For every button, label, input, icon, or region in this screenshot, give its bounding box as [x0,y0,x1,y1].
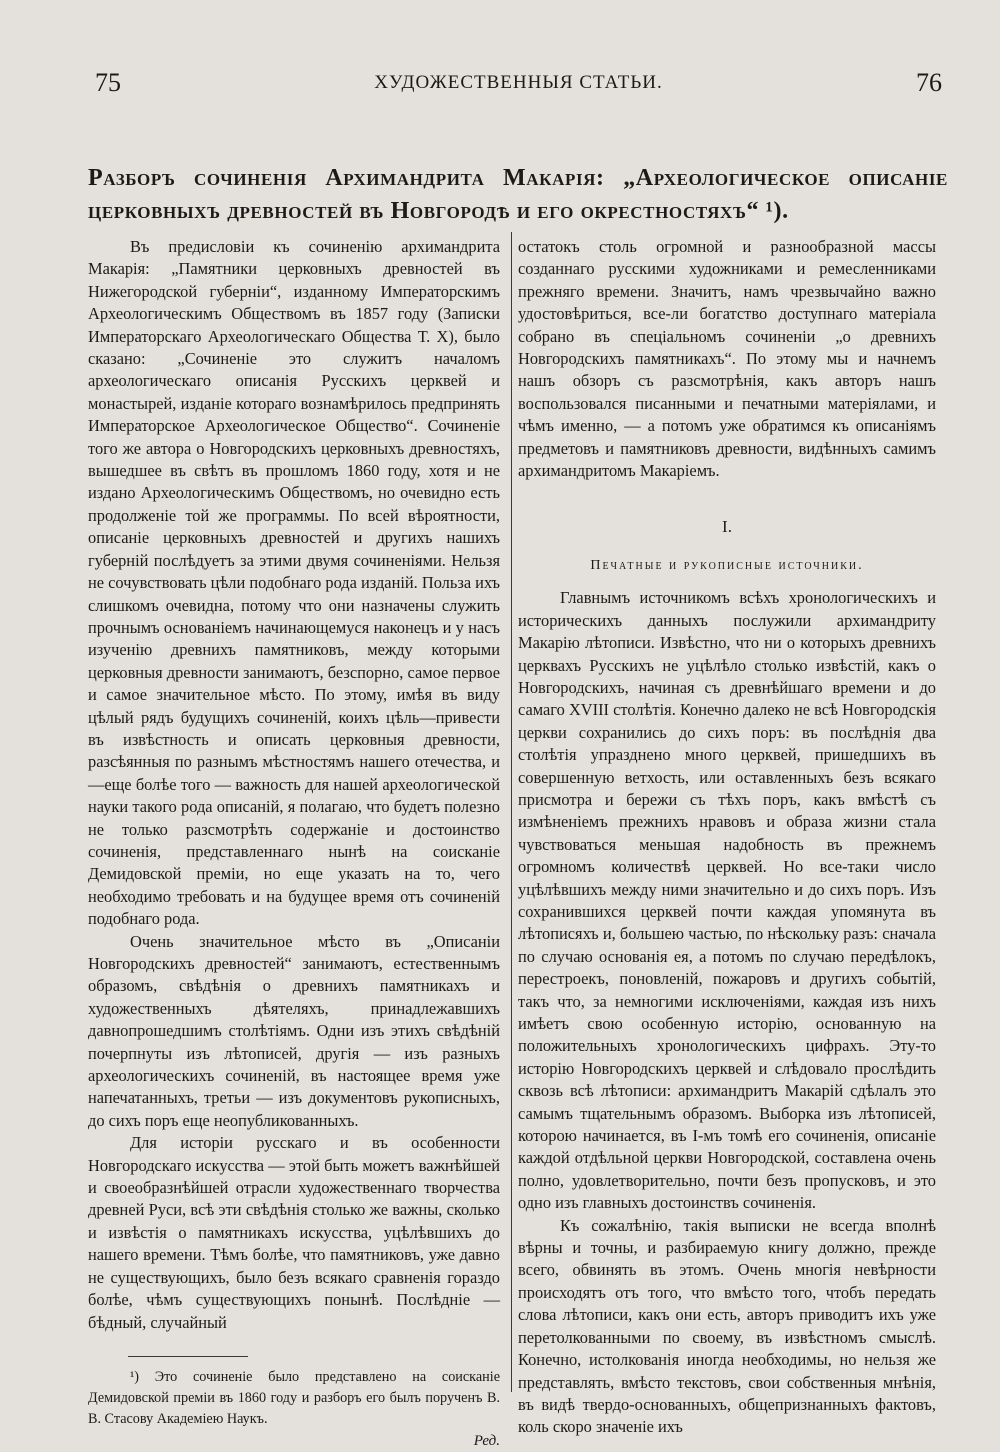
footnote: ¹) Это сочиненіе было представлено на соисканіе Демидовской преміи въ 1860 году и разборъ его былъ порученъ В. В. Стасову Академіею Наукъ. [88,1368,500,1427]
footnote-rule [128,1356,248,1357]
paragraph: Для исторіи русскаго и въ особенности Новгородскаго искусства — этой быть можетъ важнѣйшей и своеобразнѣйшей отрасли художественнаго творчества древней Руси, всѣ эти свѣдѣнія столько же важны, сколько и извѣстія о памятникахъ искусства, уцѣлѣвшихъ до нашего времени. Тѣмъ болѣе, что памятниковъ, уже давно не существующихъ, было безъ всякаго сравненія гораздо болѣе, чѣмъ существующихъ понынѣ. Послѣдніе — бѣдный, случайный [88,1133,500,1332]
section-title: Печатные и рукописные источники. [590,557,864,573]
paragraph: Главнымъ источникомъ всѣхъ хронологическихъ и историческихъ данныхъ послужили архимандриту Макарію лѣтописи. Извѣстно, что ни о которыхъ древнихъ церквахъ Русскихъ не уцѣлѣло столько извѣстій, какъ о Новгородскихъ, начиная съ древнѣйшаго времени и до самаго XVIII столѣтія. Конечно далеко не всѣ Новгородскія церкви сохранились до сихъ поръ: въ послѣднія два столѣтія упразднено много церквей, пришедшихъ въ совершенную ветхость, или оставленныхъ безъ всякаго присмотра и бережи съ тѣхъ поръ, какъ вмѣстѣ съ измѣненіемъ прежнихъ нравовъ и образа жизни стала чувствоваться меньшая надобность въ прежнемъ огромномъ количествѣ церквей. Но все-таки число уцѣлѣвшихъ между ними значительно и до сихъ поръ. Изъ сохранившихся церквей почти каждая упомянута въ лѣтописяхъ и, большею частью, по нѣскольку разъ: сначала по случаю основанія ея, а потомъ по случаю передѣлокъ, перестроекъ, поновленій, пожаровъ и другихъ событій, такъ что, за немногими исключеніями, каждая изъ нихъ имѣетъ свою особенную исторію, основанную на положительныхъ хронологическихъ цифрахъ. Эту-то исторію Новгородскихъ церквей и слѣдовало прослѣдить сквозь всѣ лѣтописи: архимандритъ Макарій сдѣлалъ это самымъ тщательнымъ образомъ. Выборка изъ лѣтописей, которою начинается, въ I-мъ томѣ его сочиненія, описаніе каждой отдѣльной церкви Новгородской, составлена очень полно, удовлетворительно, почти безъ пропусковъ, и это одно изъ главныхъ достоинствъ сочиненія. [518,588,936,1213]
article-title-text: Разборъ сочиненія Архимандрита Макарія: „Археологическое описаніе церковныхъ древностей въ Новгородѣ и его окрестностяхъ“ ¹). [88,165,948,224]
running-title: ХУДОЖЕСТВЕННЫЯ СТАТЬИ. [374,72,663,93]
column-divider [511,232,512,1392]
right-column [518,236,936,1439]
paragraph: Очень значительное мѣсто въ „Описаніи Новгородскихъ древностей“ занимаютъ, естественнымъ образомъ, свѣдѣнія о древнихъ памятникахъ и художественныхъ дѣятеляхъ, принадлежавшихъ давнопрошедшимъ столѣтіямъ. Одни изъ этихъ свѣдѣній почерпнуты изъ лѣтописей, другія — изъ разныхъ археологическихъ сочиненій, въ настоящее время уже напечатанныхъ, третьи — изъ документовъ рукописныхъ, до сихъ поръ еще неопубликованныхъ. [88,931,500,1130]
page-number-right: 76 [916,68,942,97]
running-header [95,66,942,100]
section-number: I. [722,517,732,537]
paragraph: Въ предисловіи къ сочиненію архимандрита Макарія: „Памятники церковныхъ древностей въ Нижегородской губерніи“, изданному Императорскимъ Археологическимъ Обществомъ въ 1857 году (Записки Императорскаго Археологическаго Общества Т. X), было сказано: „Сочиненіе это служитъ началомъ археологическаго описанія Русскихъ церквей и монастырей, изданіе котораго вознамѣрилось предпринять Императорское Археологическое Общество“. Сочиненіе того же автора о Новгородскихъ церковныхъ древностяхъ, вышедшее въ свѣтъ въ прошломъ 1860 году, хотя и не издано Археологическимъ Обществомъ, но очевидно есть продолженіе той же программы. По всей вѣроятности, описаніе церковныхъ древностей и другихъ нашихъ губерній послѣдуетъ за этими двумя сочиненіями. Нельзя не сочувствовать цѣли подобнаго рода изданій. Польза ихъ слишкомъ очевидна, потому что они назначены служить прочнымъ основаніемъ начинающемуся наконецъ и у насъ изученію древнихъ памятниковъ, между которыми церковныя древности занимаютъ, безспорно, самое первое и самое значительное мѣсто. По этому, имѣя въ виду цѣлый рядъ будущихъ сочиненій, коихъ цѣль—привести въ извѣстность и описать церковныя древности, разсѣянныя по разнымъ мѣстностямъ нашего отечества, и—еще болѣе того — важность для нашей археологической науки такого рода описаній, я полагаю, что будетъ полезно не только разсмотрѣть содержаніе и достоинство сочиненія, представленнаго нынѣ на соисканіе Демидовской преміи, но еще указать на то, чего необходимо требовать и на будущее время отъ сочиненій подобнаго рода. [88,237,501,929]
article-title [88,162,948,228]
left-column [88,236,500,1452]
footnote-signature: Ред. [473,1432,500,1449]
paragraph: Къ сожалѣнію, такія выписки не всегда вполнѣ вѣрны и точны, и разбираемую книгу должно, прежде всего, обвинять въ этомъ. Очень многія невѣрности происходятъ отъ того, что вмѣсто того, чтобъ передать слова лѣтописи, какъ они есть, авторъ приводитъ ихъ уже перетолкованными по своему, въ извѣстномъ смыслѣ. Конечно, истолкованія иногда необходимы, но нельзя же представлять, вмѣсто текстовъ, свои собственныя мнѣнія, въ видѣ твердо-основанныхъ, общепризнанныхъ фактовъ, коль скоро значеніе ихъ [518,1215,936,1437]
paragraph-continued: остатокъ столь огромной и разнообразной массы созданнаго русскими художниками и ремесленниками прежняго времени. Значитъ, намъ чрезвычайно важно удостовѣриться, все-ли богатство доступнаго матеріала собрано въ спеціальномъ сочиненіи „о древнихъ Новгородскихъ памятникахъ“. По этому мы и начнемъ нашъ обзоръ съ разсмотрѣнія, какъ авторъ нашъ воспользовался писанными и печатными матеріялами, и чѣмъ именно, — а потомъ уже обратимся къ описаніямъ предметовъ и памятниковъ древности, видѣнныхъ самимъ архимандритомъ Макаріемъ. [518,237,936,481]
page-number-left: 75 [95,68,121,97]
